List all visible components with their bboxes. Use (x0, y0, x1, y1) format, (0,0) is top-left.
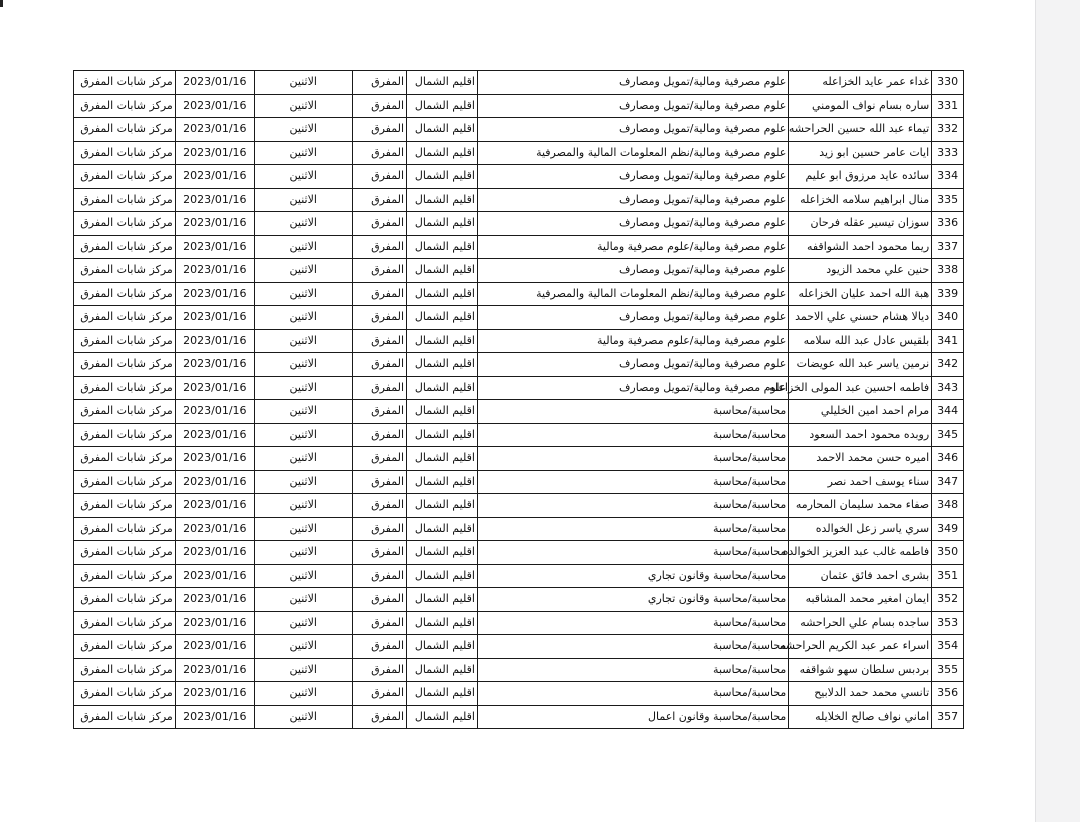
exam-center-cell: مركز شابات المفرق (74, 259, 176, 283)
table-row (74, 71, 964, 95)
specialization-cell: علوم مصرفية ومالية/تمويل ومصارف (477, 376, 788, 400)
table-row (74, 165, 964, 189)
governorate-cell: المفرق (352, 306, 406, 330)
governorate-cell: المفرق (352, 165, 406, 189)
exam-date-cell: 2023/01/16 (175, 517, 254, 541)
row-number-cell: 351 (932, 564, 964, 588)
exam-day-cell: الاثنين (254, 400, 352, 424)
exam-center-cell: مركز شابات المفرق (74, 470, 176, 494)
specialization-cell: علوم مصرفية ومالية/تمويل ومصارف (477, 94, 788, 118)
exam-day-cell: الاثنين (254, 517, 352, 541)
exam-day-cell: الاثنين (254, 470, 352, 494)
exam-date-cell: 2023/01/16 (175, 447, 254, 471)
governorate-cell: المفرق (352, 235, 406, 259)
table-row (74, 705, 964, 729)
table-row (74, 282, 964, 306)
specialization-cell: علوم مصرفية ومالية/علوم مصرفية ومالية (477, 235, 788, 259)
student-name-cell: بشرى احمد فائق عثمان (789, 564, 932, 588)
specialization-cell: علوم مصرفية ومالية/تمويل ومصارف (477, 353, 788, 377)
student-name-cell: ايات عامر حسين ابو زيد (789, 141, 932, 165)
exam-day-cell: الاثنين (254, 494, 352, 518)
student-name-cell: صفاء محمد سليمان المحارمه (789, 494, 932, 518)
exam-date-cell: 2023/01/16 (175, 564, 254, 588)
exam-day-cell: الاثنين (254, 423, 352, 447)
student-name-cell: سري ياسر زعل الخوالده (789, 517, 932, 541)
specialization-cell: علوم مصرفية ومالية/تمويل ومصارف (477, 212, 788, 236)
governorate-cell: المفرق (352, 259, 406, 283)
specialization-cell: محاسبة/محاسبة (477, 470, 788, 494)
exam-date-cell: 2023/01/16 (175, 353, 254, 377)
governorate-cell: المفرق (352, 94, 406, 118)
student-name-cell: مرام احمد امين الخليلي (789, 400, 932, 424)
exam-day-cell: الاثنين (254, 635, 352, 659)
governorate-cell: المفرق (352, 494, 406, 518)
governorate-cell: المفرق (352, 541, 406, 565)
region-cell: اقليم الشمال (407, 235, 478, 259)
student-name-cell: تانسي محمد حمد الدلابيح (789, 682, 932, 706)
exam-date-cell: 2023/01/16 (175, 705, 254, 729)
row-number-cell: 339 (932, 282, 964, 306)
exam-date-cell: 2023/01/16 (175, 94, 254, 118)
table-row (74, 611, 964, 635)
table-row (74, 494, 964, 518)
exam-date-cell: 2023/01/16 (175, 165, 254, 189)
student-name-cell: ايمان امغير محمد المشاقبه (789, 588, 932, 612)
exam-center-cell: مركز شابات المفرق (74, 71, 176, 95)
region-cell: اقليم الشمال (407, 329, 478, 353)
specialization-cell: محاسبة/محاسبة (477, 400, 788, 424)
table-row (74, 517, 964, 541)
region-cell: اقليم الشمال (407, 71, 478, 95)
region-cell: اقليم الشمال (407, 564, 478, 588)
specialization-cell: محاسبة/محاسبة وقانون تجاري (477, 564, 788, 588)
exam-date-cell: 2023/01/16 (175, 235, 254, 259)
exam-center-cell: مركز شابات المفرق (74, 329, 176, 353)
row-number-cell: 338 (932, 259, 964, 283)
region-cell: اقليم الشمال (407, 588, 478, 612)
exam-day-cell: الاثنين (254, 376, 352, 400)
student-name-cell: حنين علي محمد الزيود (789, 259, 932, 283)
exam-roster-table (73, 70, 964, 729)
specialization-cell: محاسبة/محاسبة (477, 658, 788, 682)
table-row (74, 682, 964, 706)
table-row (74, 376, 964, 400)
region-cell: اقليم الشمال (407, 541, 478, 565)
specialization-cell: علوم مصرفية ومالية/تمويل ومصارف (477, 71, 788, 95)
table-row (74, 423, 964, 447)
row-number-cell: 341 (932, 329, 964, 353)
row-number-cell: 343 (932, 376, 964, 400)
exam-day-cell: الاثنين (254, 564, 352, 588)
exam-day-cell: الاثنين (254, 541, 352, 565)
exam-date-cell: 2023/01/16 (175, 118, 254, 142)
exam-date-cell: 2023/01/16 (175, 423, 254, 447)
region-cell: اقليم الشمال (407, 470, 478, 494)
exam-day-cell: الاثنين (254, 705, 352, 729)
governorate-cell: المفرق (352, 282, 406, 306)
viewer-side-rail (1035, 0, 1080, 822)
governorate-cell: المفرق (352, 118, 406, 142)
exam-center-cell: مركز شابات المفرق (74, 400, 176, 424)
specialization-cell: محاسبة/محاسبة (477, 423, 788, 447)
exam-center-cell: مركز شابات المفرق (74, 564, 176, 588)
region-cell: اقليم الشمال (407, 517, 478, 541)
student-name-cell: هبة الله احمد عليان الخزاعله (789, 282, 932, 306)
governorate-cell: المفرق (352, 188, 406, 212)
student-name-cell: سناء يوسف احمد نصر (789, 470, 932, 494)
region-cell: اقليم الشمال (407, 188, 478, 212)
region-cell: اقليم الشمال (407, 141, 478, 165)
exam-date-cell: 2023/01/16 (175, 306, 254, 330)
student-name-cell: تيماء عبد الله حسين الحراحشه (789, 118, 932, 142)
governorate-cell: المفرق (352, 635, 406, 659)
region-cell: اقليم الشمال (407, 423, 478, 447)
student-name-cell: فاطمه غالب عبد العزيز الخوالده (789, 541, 932, 565)
row-number-cell: 354 (932, 635, 964, 659)
row-number-cell: 330 (932, 71, 964, 95)
student-name-cell: غداء عمر عايد الخزاعله (789, 71, 932, 95)
exam-date-cell: 2023/01/16 (175, 470, 254, 494)
row-number-cell: 350 (932, 541, 964, 565)
specialization-cell: علوم مصرفية ومالية/تمويل ومصارف (477, 306, 788, 330)
table-row (74, 141, 964, 165)
exam-center-cell: مركز شابات المفرق (74, 235, 176, 259)
region-cell: اقليم الشمال (407, 165, 478, 189)
table-row (74, 188, 964, 212)
governorate-cell: المفرق (352, 611, 406, 635)
exam-date-cell: 2023/01/16 (175, 282, 254, 306)
region-cell: اقليم الشمال (407, 400, 478, 424)
region-cell: اقليم الشمال (407, 611, 478, 635)
exam-day-cell: الاثنين (254, 259, 352, 283)
governorate-cell: المفرق (352, 682, 406, 706)
specialization-cell: علوم مصرفية ومالية/نظم المعلومات المالية والمصرفية (477, 282, 788, 306)
specialization-cell: علوم مصرفية ومالية/تمويل ومصارف (477, 165, 788, 189)
exam-center-cell: مركز شابات المفرق (74, 165, 176, 189)
region-cell: اقليم الشمال (407, 635, 478, 659)
governorate-cell: المفرق (352, 353, 406, 377)
exam-center-cell: مركز شابات المفرق (74, 447, 176, 471)
table-row (74, 329, 964, 353)
row-number-cell: 346 (932, 447, 964, 471)
row-number-cell: 344 (932, 400, 964, 424)
exam-center-cell: مركز شابات المفرق (74, 141, 176, 165)
exam-date-cell: 2023/01/16 (175, 329, 254, 353)
exam-day-cell: الاثنين (254, 282, 352, 306)
region-cell: اقليم الشمال (407, 353, 478, 377)
exam-center-cell: مركز شابات المفرق (74, 118, 176, 142)
specialization-cell: علوم مصرفية ومالية/تمويل ومصارف (477, 118, 788, 142)
exam-date-cell: 2023/01/16 (175, 188, 254, 212)
exam-date-cell: 2023/01/16 (175, 494, 254, 518)
region-cell: اقليم الشمال (407, 682, 478, 706)
exam-date-cell: 2023/01/16 (175, 376, 254, 400)
governorate-cell: المفرق (352, 658, 406, 682)
region-cell: اقليم الشمال (407, 494, 478, 518)
row-number-cell: 349 (932, 517, 964, 541)
governorate-cell: المفرق (352, 588, 406, 612)
exam-day-cell: الاثنين (254, 658, 352, 682)
exam-date-cell: 2023/01/16 (175, 682, 254, 706)
student-name-cell: منال ابراهيم سلامه الخزاعله (789, 188, 932, 212)
exam-day-cell: الاثنين (254, 447, 352, 471)
exam-date-cell: 2023/01/16 (175, 141, 254, 165)
region-cell: اقليم الشمال (407, 447, 478, 471)
exam-day-cell: الاثنين (254, 94, 352, 118)
governorate-cell: المفرق (352, 564, 406, 588)
exam-date-cell: 2023/01/16 (175, 635, 254, 659)
governorate-cell: المفرق (352, 447, 406, 471)
specialization-cell: محاسبة/محاسبة (477, 517, 788, 541)
exam-day-cell: الاثنين (254, 353, 352, 377)
governorate-cell: المفرق (352, 517, 406, 541)
specialization-cell: محاسبة/محاسبة وقانون تجاري (477, 588, 788, 612)
row-number-cell: 348 (932, 494, 964, 518)
governorate-cell: المفرق (352, 705, 406, 729)
table-row (74, 541, 964, 565)
row-number-cell: 332 (932, 118, 964, 142)
exam-date-cell: 2023/01/16 (175, 71, 254, 95)
page-corner-mark (0, 0, 3, 7)
row-number-cell: 334 (932, 165, 964, 189)
specialization-cell: محاسبة/محاسبة (477, 611, 788, 635)
governorate-cell: المفرق (352, 376, 406, 400)
table-row (74, 658, 964, 682)
region-cell: اقليم الشمال (407, 658, 478, 682)
student-name-cell: نرمين ياسر عبد الله عويضات (789, 353, 932, 377)
region-cell: اقليم الشمال (407, 212, 478, 236)
table-row (74, 470, 964, 494)
region-cell: اقليم الشمال (407, 376, 478, 400)
table-row (74, 259, 964, 283)
specialization-cell: محاسبة/محاسبة (477, 494, 788, 518)
exam-center-cell: مركز شابات المفرق (74, 306, 176, 330)
row-number-cell: 336 (932, 212, 964, 236)
region-cell: اقليم الشمال (407, 306, 478, 330)
governorate-cell: المفرق (352, 71, 406, 95)
exam-date-cell: 2023/01/16 (175, 541, 254, 565)
row-number-cell: 333 (932, 141, 964, 165)
exam-day-cell: الاثنين (254, 329, 352, 353)
exam-day-cell: الاثنين (254, 306, 352, 330)
specialization-cell: محاسبة/محاسبة (477, 682, 788, 706)
exam-day-cell: الاثنين (254, 188, 352, 212)
exam-center-cell: مركز شابات المفرق (74, 94, 176, 118)
row-number-cell: 356 (932, 682, 964, 706)
student-name-cell: سوزان تيسير عقله فرحان (789, 212, 932, 236)
specialization-cell: محاسبة/محاسبة وقانون اعمال (477, 705, 788, 729)
specialization-cell: علوم مصرفية ومالية/تمويل ومصارف (477, 259, 788, 283)
table-row (74, 212, 964, 236)
student-name-cell: ديالا هشام حسني علي الاحمد (789, 306, 932, 330)
governorate-cell: المفرق (352, 212, 406, 236)
student-name-cell: ريما محمود احمد الشواقفه (789, 235, 932, 259)
exam-date-cell: 2023/01/16 (175, 212, 254, 236)
row-number-cell: 355 (932, 658, 964, 682)
governorate-cell: المفرق (352, 329, 406, 353)
exam-day-cell: الاثنين (254, 235, 352, 259)
governorate-cell: المفرق (352, 141, 406, 165)
student-name-cell: اميره حسن محمد الاحمد (789, 447, 932, 471)
exam-center-cell: مركز شابات المفرق (74, 541, 176, 565)
specialization-cell: علوم مصرفية ومالية/تمويل ومصارف (477, 188, 788, 212)
exam-date-cell: 2023/01/16 (175, 588, 254, 612)
student-name-cell: اماني نواف صالح الخلايله (789, 705, 932, 729)
exam-day-cell: الاثنين (254, 165, 352, 189)
row-number-cell: 357 (932, 705, 964, 729)
exam-center-cell: مركز شابات المفرق (74, 376, 176, 400)
table-row (74, 635, 964, 659)
row-number-cell: 340 (932, 306, 964, 330)
exam-center-cell: مركز شابات المفرق (74, 635, 176, 659)
exam-date-cell: 2023/01/16 (175, 400, 254, 424)
table-row (74, 588, 964, 612)
row-number-cell: 352 (932, 588, 964, 612)
exam-date-cell: 2023/01/16 (175, 658, 254, 682)
exam-day-cell: الاثنين (254, 611, 352, 635)
table-row (74, 306, 964, 330)
region-cell: اقليم الشمال (407, 282, 478, 306)
student-name-cell: اسراء عمر عبد الكريم الحراحشه (789, 635, 932, 659)
student-name-cell: بلقيس عادل عبد الله سلامه (789, 329, 932, 353)
student-name-cell: ساره بسام نواف المومني (789, 94, 932, 118)
exam-center-cell: مركز شابات المفرق (74, 588, 176, 612)
exam-date-cell: 2023/01/16 (175, 611, 254, 635)
table-row (74, 564, 964, 588)
exam-day-cell: الاثنين (254, 588, 352, 612)
governorate-cell: المفرق (352, 400, 406, 424)
row-number-cell: 331 (932, 94, 964, 118)
table-row (74, 447, 964, 471)
row-number-cell: 342 (932, 353, 964, 377)
table-row (74, 118, 964, 142)
region-cell: اقليم الشمال (407, 94, 478, 118)
row-number-cell: 335 (932, 188, 964, 212)
region-cell: اقليم الشمال (407, 259, 478, 283)
region-cell: اقليم الشمال (407, 705, 478, 729)
governorate-cell: المفرق (352, 423, 406, 447)
table-row (74, 235, 964, 259)
specialization-cell: محاسبة/محاسبة (477, 447, 788, 471)
specialization-cell: علوم مصرفية ومالية/نظم المعلومات المالية والمصرفية (477, 141, 788, 165)
specialization-cell: محاسبة/محاسبة (477, 541, 788, 565)
rail-divider (1035, 0, 1036, 822)
exam-center-cell: مركز شابات المفرق (74, 611, 176, 635)
exam-center-cell: مركز شابات المفرق (74, 423, 176, 447)
table-row (74, 94, 964, 118)
specialization-cell: محاسبة/محاسبة (477, 635, 788, 659)
exam-center-cell: مركز شابات المفرق (74, 282, 176, 306)
exam-center-cell: مركز شابات المفرق (74, 682, 176, 706)
exam-date-cell: 2023/01/16 (175, 259, 254, 283)
row-number-cell: 345 (932, 423, 964, 447)
region-cell: اقليم الشمال (407, 118, 478, 142)
student-name-cell: بردبس سلطان سهو شواقفه (789, 658, 932, 682)
exam-day-cell: الاثنين (254, 71, 352, 95)
exam-day-cell: الاثنين (254, 212, 352, 236)
exam-day-cell: الاثنين (254, 141, 352, 165)
table-row (74, 353, 964, 377)
exam-center-cell: مركز شابات المفرق (74, 517, 176, 541)
row-number-cell: 337 (932, 235, 964, 259)
student-name-cell: ساجده بسام علي الحراحشه (789, 611, 932, 635)
student-name-cell: روبده محمود احمد السعود (789, 423, 932, 447)
student-name-cell: سائده عايد مرزوق ابو عليم (789, 165, 932, 189)
exam-center-cell: مركز شابات المفرق (74, 658, 176, 682)
exam-day-cell: الاثنين (254, 682, 352, 706)
specialization-cell: علوم مصرفية ومالية/علوم مصرفية ومالية (477, 329, 788, 353)
table-row (74, 400, 964, 424)
exam-center-cell: مركز شابات المفرق (74, 705, 176, 729)
governorate-cell: المفرق (352, 470, 406, 494)
exam-center-cell: مركز شابات المفرق (74, 353, 176, 377)
exam-center-cell: مركز شابات المفرق (74, 494, 176, 518)
exam-center-cell: مركز شابات المفرق (74, 188, 176, 212)
exam-center-cell: مركز شابات المفرق (74, 212, 176, 236)
exam-day-cell: الاثنين (254, 118, 352, 142)
row-number-cell: 347 (932, 470, 964, 494)
roster-body (74, 71, 964, 729)
student-name-cell: فاطمه احسين عبد المولى الخزاعله (789, 376, 932, 400)
row-number-cell: 353 (932, 611, 964, 635)
